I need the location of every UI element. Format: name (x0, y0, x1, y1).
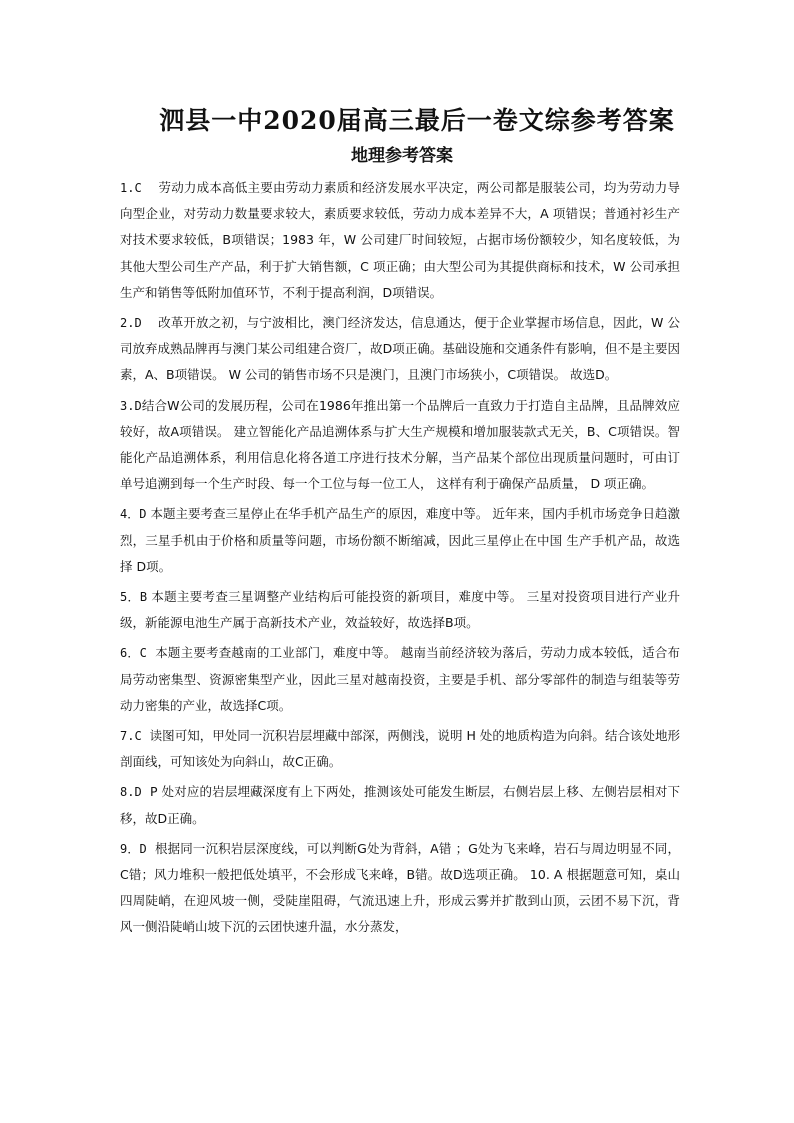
answer-text: 本题主要考查三星调整产业结构后可能投资的新项目，难度中等。 三星对投资项目进行产业升级，新能源电池生产属于高新技术产业，效益较好，故选择B项。 (120, 589, 680, 631)
document-title: 泗县一中2020届高三最后一卷文综参考答案 (159, 106, 675, 135)
answer-label: 5．B (120, 590, 148, 605)
answer-label: 7.C (120, 729, 142, 744)
answer-item (120, 393, 680, 498)
answer-label: 8.D (120, 785, 142, 800)
answer-label: 4．D (120, 507, 147, 522)
answer-label: 6．C (120, 646, 147, 661)
section-subtitle: 地理参考答案 (351, 146, 453, 166)
answer-text: 改革开放之初，与宁波相比，澳门经济发达，信息通达，便于企业掌握市场信息，因此，W 公司放弃成熟品牌再与澳门某公司组建合资厂，故D项正确。基础设施和交通条件有影响，但不是主要因素，A、B项错误。 W 公司的销售市场不只是澳门，且澳门市场狭小，C项错误。 故选D。 (120, 315, 680, 383)
answer-item (120, 310, 680, 389)
answer-text: 结合W公司的发展历程，公司在1986年推出第一个品牌后一直致力于打造自主品牌，且品牌效应较好，故A项错误。 建立智能化产品追溯体系与扩大生产规模和增加服装款式无关，B、C项错误。智能化产品追溯体系，利用信息化将各道工序进行技术分解，当产品某个部位出现质量问题时，可由订单号追溯到每一个生产时段、每一个工位与每一位工人， 这样有利于确保产品质量， D 项正确。 (120, 397, 680, 492)
answer-label: 9．D (120, 841, 147, 856)
answer-text: 本题主要考查越南的工业部门，难度中等。 越南当前经济较为落后，劳动力成本较低，适合布局劳动密集型、资源密集型产业，因此三星对越南投资，主要是手机、部分零部件的制造与组装等劳动力密集的产业，故选择C项。 (120, 645, 680, 713)
answer-item (120, 501, 680, 580)
answer-label: 1.C (120, 181, 142, 195)
answer-item (120, 836, 680, 941)
answer-item (120, 779, 680, 831)
answer-item (120, 640, 680, 719)
answer-item (120, 584, 680, 636)
answer-text: 读图可知，甲处同一沉积岩层埋藏中部深，两侧浅，说明 H 处的地质构造为向斜。结合该处地形剖面线，可知该处为向斜山，故C正确。 (120, 728, 680, 770)
answer-list (120, 175, 680, 945)
answer-item (120, 723, 680, 775)
answer-text: 本题主要考查三星停止在华手机产品生产的原因，难度中等。 近年来，国内手机市场竞争日趋激烈，三星手机由于价格和质量等问题，市场份额不断缩减，因此三星停止在中国 生产手机产品，故选择 D项。 (120, 506, 680, 574)
answer-item (120, 175, 680, 306)
answer-text: P 处对应的岩层埋藏深度有上下两处，推测该处可能发生断层，右侧岩层上移、左侧岩层相对下移，故D正确。 (120, 784, 680, 826)
answer-text: 劳动力成本高低主要由劳动力素质和经济发展水平决定，两公司都是服装公司，均为劳动力导向型企业，对劳动力数量要求较大，素质要求较低，劳动力成本差异不大，A 项错误；普通衬衫生产对技术要求较低，B项错误；1983 年，W 公司建厂时间较短，占据市场份额较少，知名度较低，为其他大型公司生产产品，利于扩大销售额，C 项正确；由大型公司为其提供商标和技术，W 公司承担生产和销售等低附加值环节，不利于提高利润，D项错误。 (120, 180, 680, 300)
answer-label: 3.D (120, 398, 142, 413)
answer-text: 根据同一沉积岩层深度线，可以判断G处为背斜，A错 ；G处为飞来峰，岩石与周边明显不同，C错；风力堆积一般把低处填平，不会形成飞来峰，B错。故D选项正确。 10. A 根据题意可知，桌山四周陡峭，在迎风坡一侧，受陡崖阻碍，气流迅速上升，形成云雾并扩散到山顶，云团不易下沉，背风一侧沿陡峭山坡下沉的云团快速升温，水分蒸发， (120, 840, 681, 935)
answer-label: 2.D (120, 316, 142, 331)
